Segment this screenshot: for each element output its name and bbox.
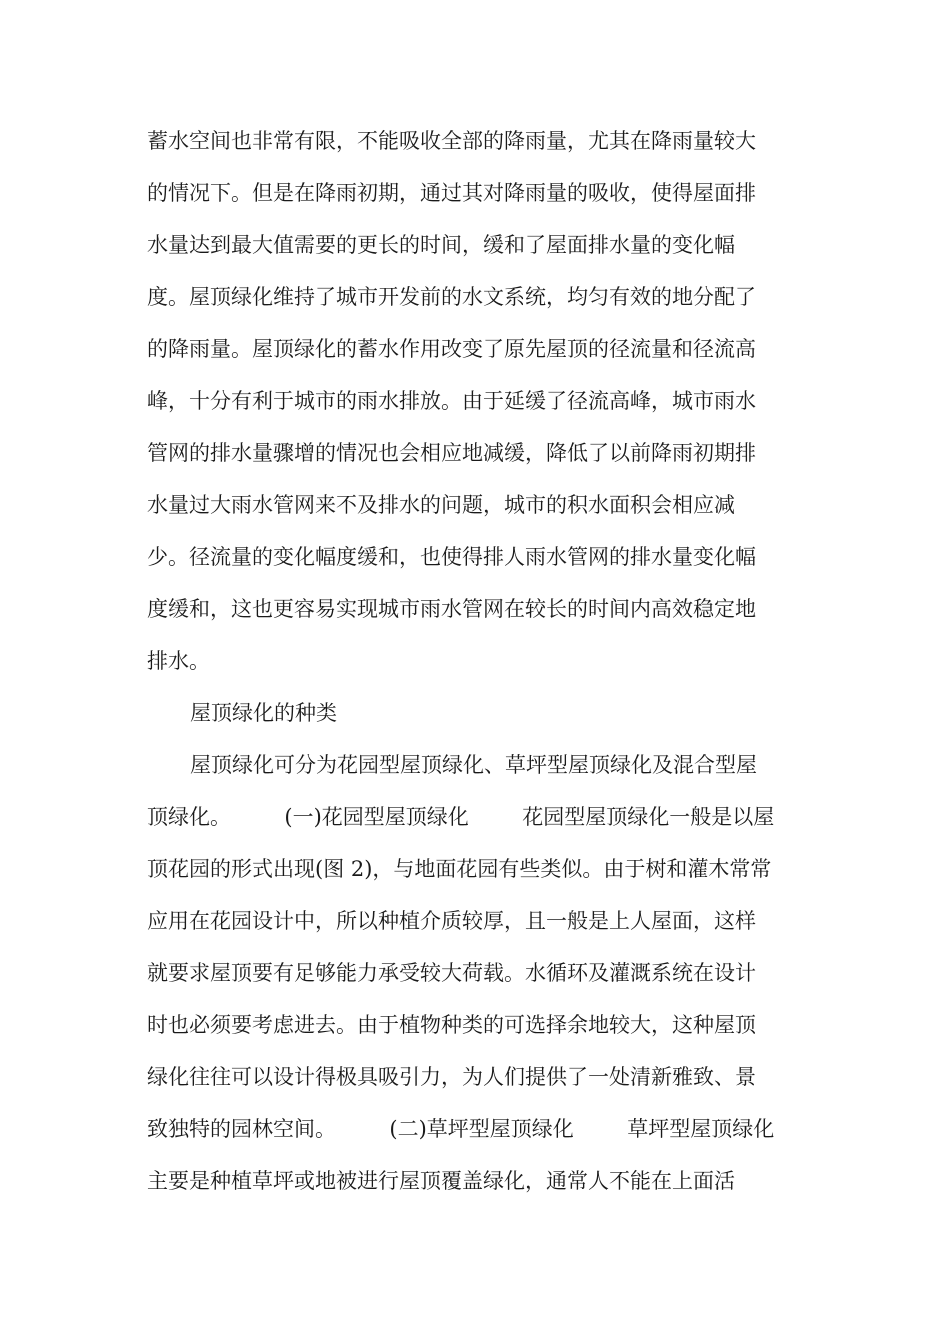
paragraph-line: 水量达到最大值需要的更长的时间，缓和了屋面排水量的变化幅 <box>147 233 735 257</box>
paragraph-line: 少。径流量的变化幅度缓和，也使得排人雨水管网的排水量变化幅 <box>147 545 756 569</box>
paragraph-line: 水量过大雨水管网来不及排水的问题，城市的积水面积会相应减 <box>147 493 735 517</box>
paragraph-line: 屋顶绿化可分为花园型屋顶绿化、草坪型屋顶绿化及混合型屋 <box>190 753 757 777</box>
paragraph-line: 管网的排水量骤增的情况也会相应地减缓，降低了以前降雨初期排 <box>147 441 756 465</box>
paragraph-line: 度。屋顶绿化维持了城市开发前的水文系统，均匀有效的地分配了 <box>147 285 756 309</box>
paragraph-line: 就要求屋顶要有足够能力承受较大荷载。水循环及灌溉系统在设计 <box>147 961 756 985</box>
paragraph-line: 致独特的园林空间。 (二)草坪型屋顶绿化 草坪型屋顶绿化 <box>147 1117 775 1141</box>
paragraph-line: 排水。 <box>147 649 210 673</box>
paragraph-line: 蓄水空间也非常有限，不能吸收全部的降雨量，尤其在降雨量较大 <box>147 129 756 153</box>
paragraph-line: 绿化往往可以设计得极具吸引力，为人们提供了一处清新雅致、景 <box>147 1065 756 1089</box>
paragraph-line: 的降雨量。屋顶绿化的蓄水作用改变了原先屋顶的径流量和径流高 <box>147 337 756 361</box>
paragraph-line: 峰，十分有利于城市的雨水排放。由于延缓了径流高峰，城市雨水 <box>147 389 756 413</box>
paragraph-line: 顶绿化。 (一)花园型屋顶绿化 花园型屋顶绿化一般是以屋 <box>147 805 775 829</box>
section-heading: 屋顶绿化的种类 <box>190 701 337 725</box>
paragraph-line: 顶花园的形式出现(图 2)，与地面花园有些类似。由于树和灌木常常 <box>147 857 772 881</box>
paragraph-line: 应用在花园设计中，所以种植介质较厚，且一般是上人屋面，这样 <box>147 909 756 933</box>
paragraph-line: 度缓和，这也更容易实现城市雨水管网在较长的时间内高效稳定地 <box>147 597 756 621</box>
document-body <box>147 115 807 1207</box>
paragraph-line: 主要是种植草坪或地被进行屋顶覆盖绿化，通常人不能在上面活 <box>147 1169 735 1193</box>
paragraph-line: 时也必须要考虑进去。由于植物种类的可选择余地较大，这种屋顶 <box>147 1013 756 1037</box>
paragraph-line: 的情况下。但是在降雨初期，通过其对降雨量的吸收，使得屋面排 <box>147 181 756 205</box>
